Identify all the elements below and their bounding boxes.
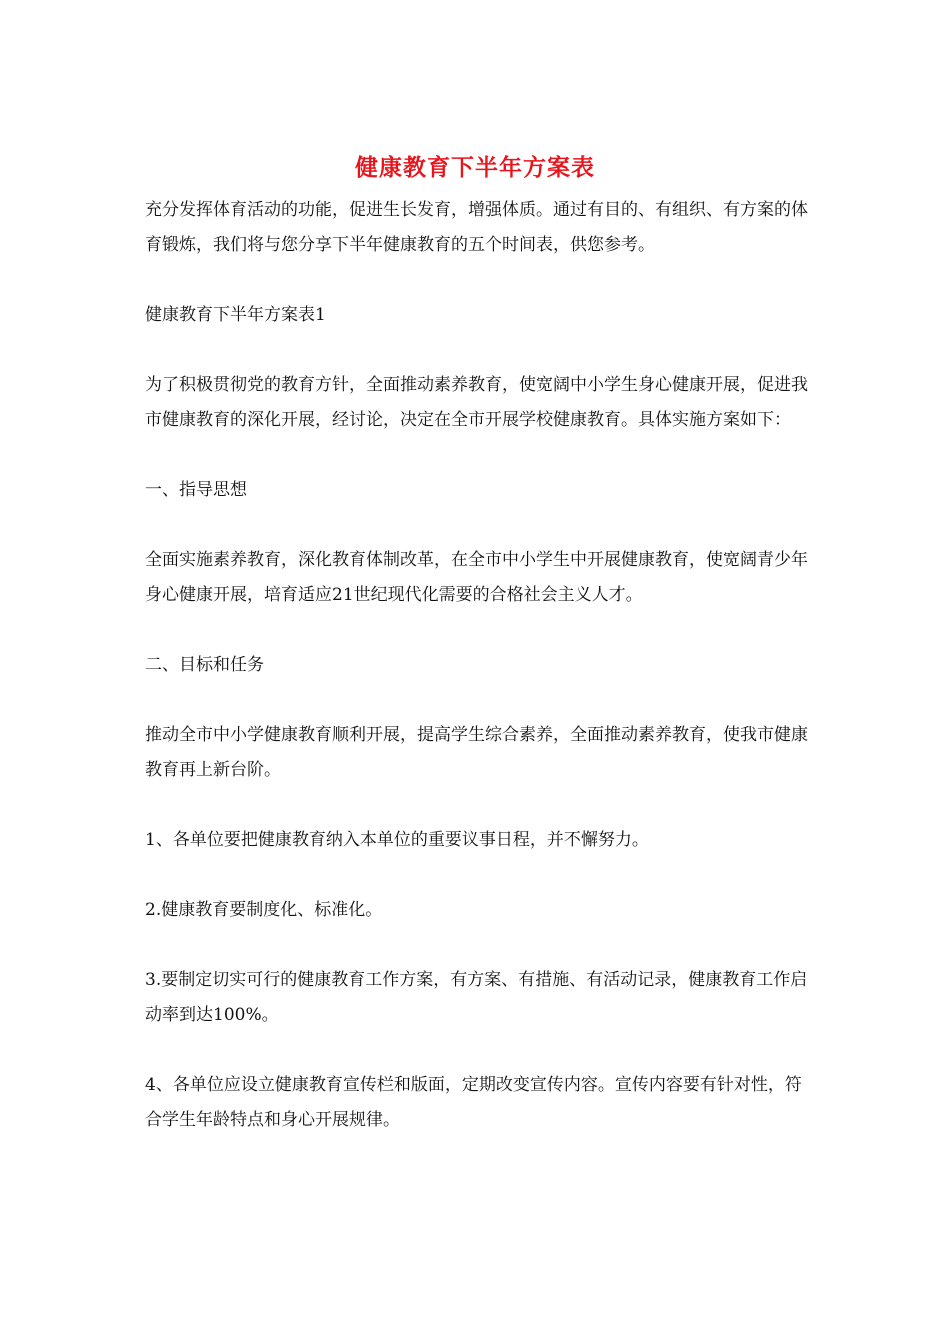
- section-heading: 健康教育下半年方案表1: [145, 305, 326, 325]
- paragraph-gap: [145, 788, 813, 823]
- paragraph-gap: [145, 438, 813, 473]
- paragraph-gap: [145, 263, 813, 298]
- intro-paragraph: 充分发挥体育活动的功能，促进生长发育，增强体质。通过有目的、有组织、有方案的体育锻炼，我们将与您分享下半年健康教育的五个时间表，供您参考。: [145, 200, 808, 255]
- section-heading: 一、指导思想: [145, 480, 247, 500]
- document-title: 健康教育下半年方案表: [355, 155, 595, 181]
- body-paragraph: 推动全市中小学健康教育顺利开展，提高学生综合素养，全面推动素养教育，使我市健康教育再上新台阶。: [145, 725, 808, 780]
- body-paragraph: 为了积极贯彻党的教育方针，全面推动素养教育，使宽阔中小学生身心健康开展，促进我市健康教育的深化开展，经讨论，决定在全市开展学校健康教育。具体实施方案如下：: [145, 375, 808, 430]
- paragraph-gap: [145, 613, 813, 648]
- list-item: 4、各单位应设立健康教育宣传栏和版面，定期改变宣传内容。宣传内容要有针对性，符合学生年龄特点和身心开展规律。: [145, 1075, 802, 1130]
- body-paragraph: 全面实施素养教育，深化教育体制改革，在全市中小学生中开展健康教育，使宽阔青少年身心健康开展，培育适应21世纪现代化需要的合格社会主义人才。: [145, 550, 808, 605]
- paragraph-gap: [145, 858, 813, 893]
- list-item: 3.要制定切实可行的健康教育工作方案，有方案、有措施、有活动记录，健康教育工作启动率到达100%。: [145, 970, 808, 1025]
- list-item: 1、各单位要把健康教育纳入本单位的重要议事日程，并不懈努力。: [145, 830, 649, 850]
- paragraph-gap: [145, 928, 813, 963]
- paragraph-gap: [145, 508, 813, 543]
- paragraph-gap: [145, 1033, 813, 1068]
- list-item: 2.健康教育要制度化、标准化。: [145, 900, 383, 920]
- paragraph-gap: [145, 683, 813, 718]
- document-body: [145, 193, 813, 1138]
- section-heading: 二、目标和任务: [145, 655, 264, 675]
- paragraph-gap: [145, 333, 813, 368]
